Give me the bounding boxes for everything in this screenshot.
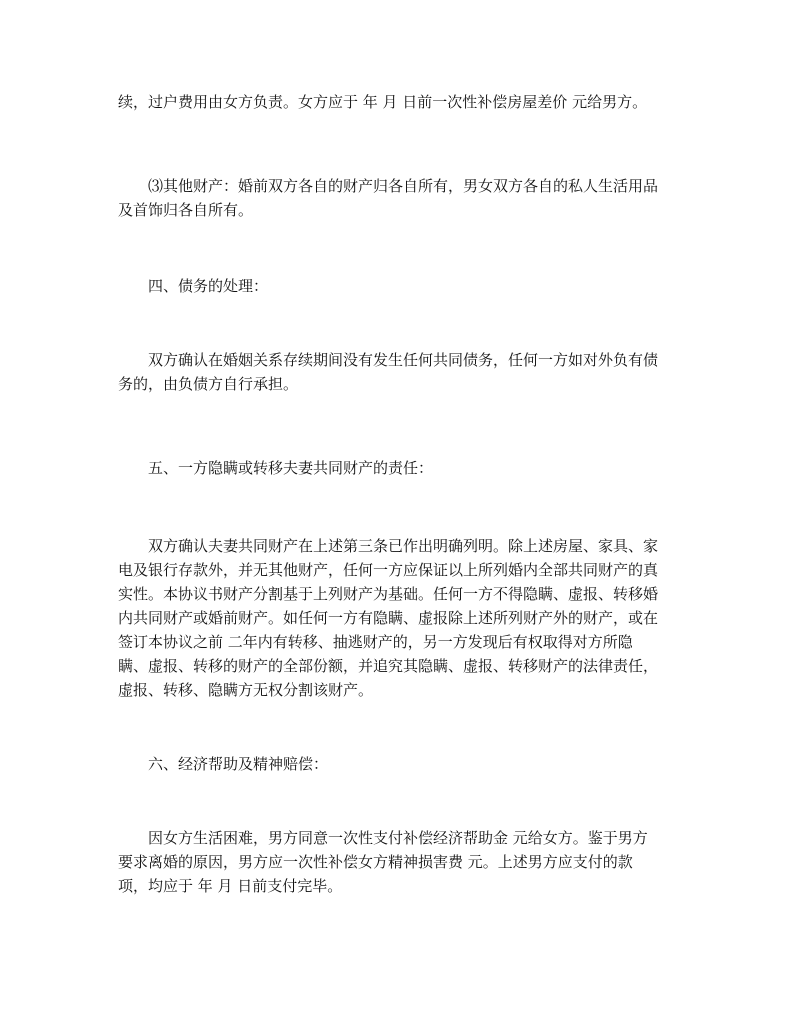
text-line: 六、经济帮助及精神赔偿：	[148, 755, 329, 773]
text-line: 五、一方隐瞒或转移夫妻共同财产的责任：	[148, 459, 434, 477]
section-heading-concealment	[118, 456, 678, 480]
section-heading-debts	[118, 274, 678, 298]
paragraph-debts	[118, 348, 678, 396]
text-line: 瞒、虚报、转移的财产的全部份额，并追究其隐瞒、虚报、转移财产的法律责任，	[118, 657, 659, 675]
text-line: 务的，由负债方自行承担。	[118, 375, 299, 393]
text-line: 虚报、转移、隐瞒方无权分割该财产。	[118, 681, 374, 699]
text-line: 实性。本协议书财产分割基于上列财产为基础。任何一方不得隐瞒、虚报、转移婚	[118, 585, 659, 603]
text-line: 要求离婚的原因，男方应一次性补偿女方精神损害费 元。上述男方应支付的款	[118, 853, 633, 871]
text-line: 双方确认在婚姻关系存续期间没有发生任何共同债务，任何一方如对外负有债	[148, 351, 659, 369]
text-line: ⑶其他财产：婚前双方各自的财产归各自所有，男女双方各自的私人生活用品	[148, 177, 659, 195]
paragraph-transfer-fee	[118, 90, 678, 114]
text-line: 签订本协议之前 二年内有转移、抽逃财产的，另一方发现后有权取得对方所隐	[118, 633, 633, 651]
paragraph-compensation	[118, 826, 678, 898]
text-line: 及首饰归各自所有。	[118, 201, 254, 219]
section-heading-compensation	[118, 752, 678, 776]
text-line: 项，均应于 年 月 日前支付完毕。	[118, 877, 343, 895]
paragraph-other-property	[118, 174, 678, 222]
paragraph-concealment	[118, 534, 678, 702]
text-line: 四、债务的处理：	[148, 277, 269, 295]
text-line: 续，过户费用由女方负责。女方应于 年 月 日前一次性补偿房屋差价 元给男方。	[118, 93, 648, 111]
text-line: 因女方生活困难，男方同意一次性支付补偿经济帮助金 元给女方。鉴于男方	[148, 829, 648, 847]
text-line: 内共同财产或婚前财产。如任何一方有隐瞒、虚报除上述所列财产外的财产，或在	[118, 609, 659, 627]
text-line: 双方确认夫妻共同财产在上述第三条已作出明确列明。除上述房屋、家具、家	[148, 537, 659, 555]
text-line: 电及银行存款外，并无其他财产，任何一方应保证以上所列婚内全部共同财产的真	[118, 561, 659, 579]
